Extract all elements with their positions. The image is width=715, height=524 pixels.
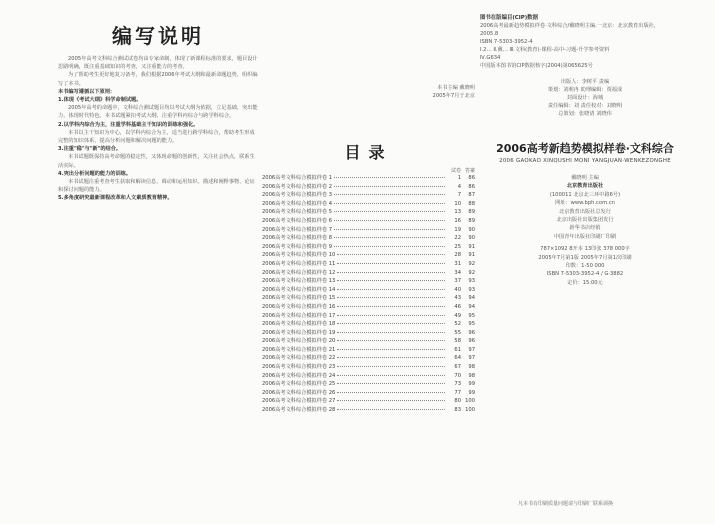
toc-paper-page: 73 <box>454 381 461 388</box>
toc-entry-title: 2006高考文科综合模拟样卷 20 <box>262 338 336 345</box>
preface-heading: 4.突出分析问题的能力的训练。 <box>58 170 132 177</box>
toc-paper-page: 40 <box>454 286 461 293</box>
toc-leader-dots <box>337 340 445 341</box>
toc-entry-title: 2006高考文科综合模拟样卷 13 <box>262 278 336 285</box>
toc-entry <box>262 174 475 183</box>
toc-answer-page: 88 <box>468 200 475 207</box>
toc-answer-page: 86 <box>468 175 475 181</box>
toc-answer-page: 98 <box>468 364 475 371</box>
toc-answer-page: 97 <box>468 355 475 362</box>
toc-entry <box>262 354 475 363</box>
toc-paper-page: 55 <box>454 329 461 336</box>
spec-line: 787×1092 8开本 13印张 378 000字 <box>540 246 630 253</box>
toc-entry-title: 2006高考文科综合模拟样卷 27 <box>262 398 336 405</box>
toc-leader-dots <box>334 246 445 247</box>
toc-leader-dots <box>334 237 445 238</box>
toc-entry <box>262 346 475 355</box>
toc-entry <box>262 372 475 381</box>
toc-entry-title: 2006高考文科综合模拟样卷 14 <box>262 286 336 293</box>
toc-leader-dots <box>337 315 445 316</box>
toc-answer-page: 90 <box>468 235 475 242</box>
toc-leader-dots <box>337 375 445 376</box>
toc-entry <box>262 406 475 415</box>
toc-entry <box>262 251 475 260</box>
preface-paragraph: 本书试题注重考查考生获取和解读信息、调动和运用知识、描述和阐释事物、论证和探讨问题的能力。 <box>58 179 255 194</box>
cip-line: Ⅰ.2… Ⅱ.戴… Ⅲ.文科(教育)-课程-高中-习题-升学参考资料 <box>480 47 610 53</box>
toc-entry <box>262 389 475 398</box>
toc-leader-dots <box>337 306 445 307</box>
toc-answer-page: 99 <box>468 381 475 388</box>
toc-paper-page: 52 <box>454 321 461 328</box>
preface-paragraph: 2005年高考文科综合测试试卷均由专家命制，体现了新课程标准的要求，题目设计思路明确，既注重基础知识的考查，又注重能力的考查。 <box>58 56 258 71</box>
toc-column-headers <box>262 167 475 174</box>
toc-title: 目录 <box>344 143 393 162</box>
toc-entry-title: 2006高考文科综合模拟样卷 4 <box>262 200 333 207</box>
preface-paragraph: 2005年高考的命题中，文科综合测试题目均以考试大纲为依据，立足基础，突出能力，体现时代特色。本书试题紧扣考试大纲，注重学科内综合与跨学科综合。 <box>58 105 258 120</box>
toc-answer-page: 99 <box>468 389 475 396</box>
toc-answer-page: 89 <box>468 209 475 216</box>
spec-line: 2005年7月第1版 2005年7月第1次印刷 <box>538 254 632 261</box>
toc-answer-page: 94 <box>468 295 475 302</box>
preface-paragraph: 本书试题既保持高考命题的稳定性，又体现命题的创新性，关注社会热点，联系生活实际。 <box>58 154 255 169</box>
toc-leader-dots <box>334 229 445 230</box>
toc-paper-page: 31 <box>454 260 461 267</box>
toc-answer-page: 92 <box>468 269 475 276</box>
publisher-line: 中国青年出版社印刷厂印刷 <box>553 233 617 240</box>
toc-entry-title: 2006高考文科综合模拟样卷 23 <box>262 364 336 371</box>
preface-heading: 2.以学科内综合为主，注重学科基础主干知识的训练和强化。 <box>58 121 199 128</box>
toc-leader-dots <box>334 194 445 195</box>
toc-answer-page: 94 <box>468 303 475 310</box>
toc-leader-dots <box>334 203 445 204</box>
toc-leader-dots <box>337 297 445 298</box>
toc-entry <box>262 294 475 303</box>
toc-entry-title: 2006高考文科综合模拟样卷 7 <box>262 226 333 233</box>
toc-leader-dots <box>337 332 445 333</box>
toc-entry <box>262 243 475 252</box>
toc-leader-dots <box>334 220 445 221</box>
publisher-line: 网址：www.bph.com.cn <box>555 200 615 207</box>
toc-entry <box>262 337 475 346</box>
cip-line: 2005.8 <box>480 31 499 37</box>
toc-entry <box>262 217 475 226</box>
toc-entry-title: 2006高考文科综合模拟样卷 28 <box>262 407 336 414</box>
toc-answer-page: 91 <box>468 252 475 259</box>
spec-line: 定价：15.00元 <box>567 279 603 286</box>
spec-line: 印数：1-50 000 <box>565 263 605 270</box>
credit-line: 封面设计：海城 <box>566 95 604 101</box>
toc-paper-page: 49 <box>454 312 461 319</box>
toc-entry-title: 2006高考文科综合模拟样卷 26 <box>262 389 336 396</box>
toc-entry <box>262 320 475 329</box>
toc-entry-title: 2006高考文科综合模拟样卷 6 <box>262 217 333 224</box>
toc-entry-title: 2006高考文科综合模拟样卷 5 <box>262 209 333 216</box>
toc-paper-page: 13 <box>454 209 461 216</box>
toc-paper-page: 64 <box>454 355 461 362</box>
toc-entry <box>262 329 475 338</box>
book-pinyin: 2006 GAOKAO XINQUSHI MONI YANGJUAN·WENKEZONGHE <box>499 158 671 164</box>
toc-entry <box>262 397 475 406</box>
toc-paper-page: 58 <box>454 338 461 345</box>
publisher-name: 北京教育出版社 <box>566 183 604 190</box>
toc-leader-dots <box>334 177 445 178</box>
toc-entry <box>262 200 475 209</box>
toc-answer-page: 100 <box>465 398 475 405</box>
credit-line: 出版人：李树平 责编 <box>560 79 610 85</box>
toc-paper-page: 37 <box>454 278 461 285</box>
toc-answer-page: 92 <box>468 260 475 267</box>
toc-answer-page: 98 <box>468 372 475 379</box>
credit-line: 总策划：张晓清 刘晓伟 <box>558 111 612 117</box>
preface-heading: 3.注重"稳"与"新"的结合。 <box>58 146 122 153</box>
footer-note: 凡本书有印刷质量问题请与印刷厂联系调换 <box>518 501 614 507</box>
toc-leader-dots <box>337 263 445 264</box>
toc-entry-title: 2006高考文科综合模拟样卷 2 <box>262 183 333 190</box>
toc-answer-page: 91 <box>468 243 475 250</box>
toc-paper-page: 25 <box>454 243 461 250</box>
credit-line: 策划：刘莉冉 助理编辑：贾福成 <box>547 87 623 93</box>
toc-entry <box>262 183 475 192</box>
toc-entry-title: 2006高考文科综合模拟样卷 25 <box>262 381 336 388</box>
toc-entry-title: 2006高考文科综合模拟样卷 12 <box>262 269 336 276</box>
toc-paper-page: 10 <box>454 200 461 207</box>
toc-entry-title: 2006高考文科综合模拟样卷 22 <box>262 355 336 362</box>
toc-leader-dots <box>337 254 445 255</box>
toc-answer-page: 95 <box>468 312 475 319</box>
toc-leader-dots <box>337 392 445 393</box>
toc-leader-dots <box>337 289 445 290</box>
toc-entry <box>262 286 475 295</box>
toc-leader-dots <box>337 280 445 281</box>
spec-line: ISBN 7-5303-3952-4 / G·3882 <box>546 271 624 278</box>
toc-header-answer: 答案 <box>464 168 475 174</box>
toc-entry <box>262 260 475 269</box>
toc-entry <box>262 312 475 321</box>
toc-paper-page: 83 <box>454 407 461 414</box>
toc-answer-page: 96 <box>468 329 475 336</box>
toc-answer-page: 93 <box>468 286 475 293</box>
preface-paragraph: 本书编写遵循以下原则： <box>58 88 116 95</box>
preface-heading: 1.体现《考试大纲》科学命制试题。 <box>58 97 142 104</box>
cip-line: Ⅳ.G634 <box>480 55 501 61</box>
cip-line: 中国版本图书馆CIP数据核字(2004)第065625号 <box>480 63 593 69</box>
toc-entry <box>262 191 475 200</box>
toc-paper-page: 1 <box>457 175 461 181</box>
toc-paper-page: 4 <box>457 183 461 190</box>
toc-leader-dots <box>334 186 445 187</box>
toc-leader-dots <box>337 400 445 401</box>
publisher-line: 新华书店经销 <box>569 225 601 232</box>
toc-leader-dots <box>337 272 445 273</box>
preface-signature: 本书主编 戴晓明 <box>437 85 475 91</box>
toc-entry-title: 2006高考文科综合模拟样卷 17 <box>262 312 336 319</box>
toc-paper-page: 28 <box>454 252 461 259</box>
toc-leader-dots <box>337 383 445 384</box>
publisher-line: 北京教育出版社总发行 <box>559 208 611 215</box>
toc-paper-page: 7 <box>457 192 461 199</box>
publisher-line: 北京出版社出版集团发行 <box>556 217 614 224</box>
toc-paper-page: 67 <box>454 364 461 371</box>
toc-paper-page: 22 <box>454 235 461 242</box>
colophon-column <box>480 14 690 287</box>
toc-entry-title: 2006高考文科综合模拟样卷 16 <box>262 303 336 310</box>
toc-entry-title: 2006高考文科综合模拟样卷 21 <box>262 346 336 353</box>
cip-line: 2006高考最新趋势模拟样卷·文科综合/戴晓明主编.一北京：北京教育出版社， <box>480 23 660 29</box>
toc-paper-page: 16 <box>454 217 461 224</box>
toc-entry-title: 2006高考文科综合模拟样卷 9 <box>262 243 333 250</box>
toc-entry <box>262 380 475 389</box>
toc-answer-page: 97 <box>468 346 475 353</box>
preface-column <box>58 14 258 203</box>
toc-answer-page: 96 <box>468 338 475 345</box>
toc-paper-page: 34 <box>454 269 461 276</box>
toc-paper-page: 46 <box>454 303 461 310</box>
toc-answer-page: 93 <box>468 278 475 285</box>
toc-answer-page: 100 <box>465 407 475 414</box>
credit-line: 责任编辑：刘 责任校对：刘晓明 <box>547 103 623 109</box>
toc-paper-page: 77 <box>454 389 461 396</box>
toc-entry-title: 2006高考文科综合模拟样卷 19 <box>262 329 336 336</box>
toc-answer-page: 86 <box>468 183 475 190</box>
toc-paper-page: 19 <box>454 226 461 233</box>
toc-entry <box>262 303 475 312</box>
preface-heading: 5.多角度研究最新课程改革和人文素质教育精神。 <box>58 195 173 202</box>
toc-answer-page: 95 <box>468 321 475 328</box>
toc-answer-page: 90 <box>468 226 475 233</box>
toc-entry-title: 2006高考文科综合模拟样卷 10 <box>262 252 336 259</box>
toc-leader-dots <box>337 409 445 410</box>
toc-entry <box>262 277 475 286</box>
cip-line: ISBN 7-5303-3952-4 <box>480 39 533 45</box>
toc-paper-page: 61 <box>454 346 461 353</box>
toc-entry-title: 2006高考文科综合模拟样卷 24 <box>262 372 336 379</box>
preface-date: 2005年7月于北京 <box>432 93 475 99</box>
toc-paper-page: 43 <box>454 295 461 302</box>
preface-paragraph: 本书以主干知识为中心，以学科内综合为主，适当进行跨学科综合，帮助考生形成完整的知识体系，提高分析问题和解决问题的能力。 <box>58 129 255 145</box>
toc-entry-title: 2006高考文科综合模拟样卷 11 <box>262 260 336 267</box>
toc-entry <box>262 363 475 372</box>
toc-paper-page: 70 <box>454 372 461 379</box>
toc-list <box>262 174 475 415</box>
toc-leader-dots <box>337 366 445 367</box>
toc-leader-dots <box>334 211 445 212</box>
cip-heading: 图书在版编目(CIP)数据 <box>480 15 538 21</box>
toc-entry <box>262 234 475 243</box>
toc-entry-title: 2006高考文科综合模拟样卷 3 <box>262 192 333 199</box>
toc-column <box>262 14 475 415</box>
preface-paragraph: 为了帮助考生更好地复习备考，我们根据2006年考试大纲和最新命题趋势，组织编写了本书。 <box>58 72 258 87</box>
preface-title: 编写说明 <box>112 24 204 48</box>
publisher-line: (100011 北京北三环中路6号) <box>549 191 621 198</box>
toc-answer-page: 87 <box>468 192 475 199</box>
toc-entry-title: 2006高考文科综合模拟样卷 18 <box>262 321 336 328</box>
publisher-line: 戴晓明 主编 <box>571 175 599 181</box>
toc-entry <box>262 208 475 217</box>
toc-leader-dots <box>337 357 445 358</box>
book-title: 2006高考新趋势模拟样卷·文科综合 <box>496 142 674 155</box>
toc-leader-dots <box>337 349 445 350</box>
toc-entry-title: 2006高考文科综合模拟样卷 8 <box>262 235 333 242</box>
toc-answer-page: 89 <box>468 217 475 224</box>
toc-header-paper: 试卷 <box>450 168 461 174</box>
toc-paper-page: 80 <box>454 398 461 405</box>
toc-entry <box>262 226 475 235</box>
toc-leader-dots <box>337 323 445 324</box>
toc-entry-title: 2006高考文科综合模拟样卷 15 <box>262 295 336 302</box>
toc-entry <box>262 269 475 278</box>
toc-entry-title: 2006高考文科综合模拟样卷 1 <box>262 175 333 181</box>
